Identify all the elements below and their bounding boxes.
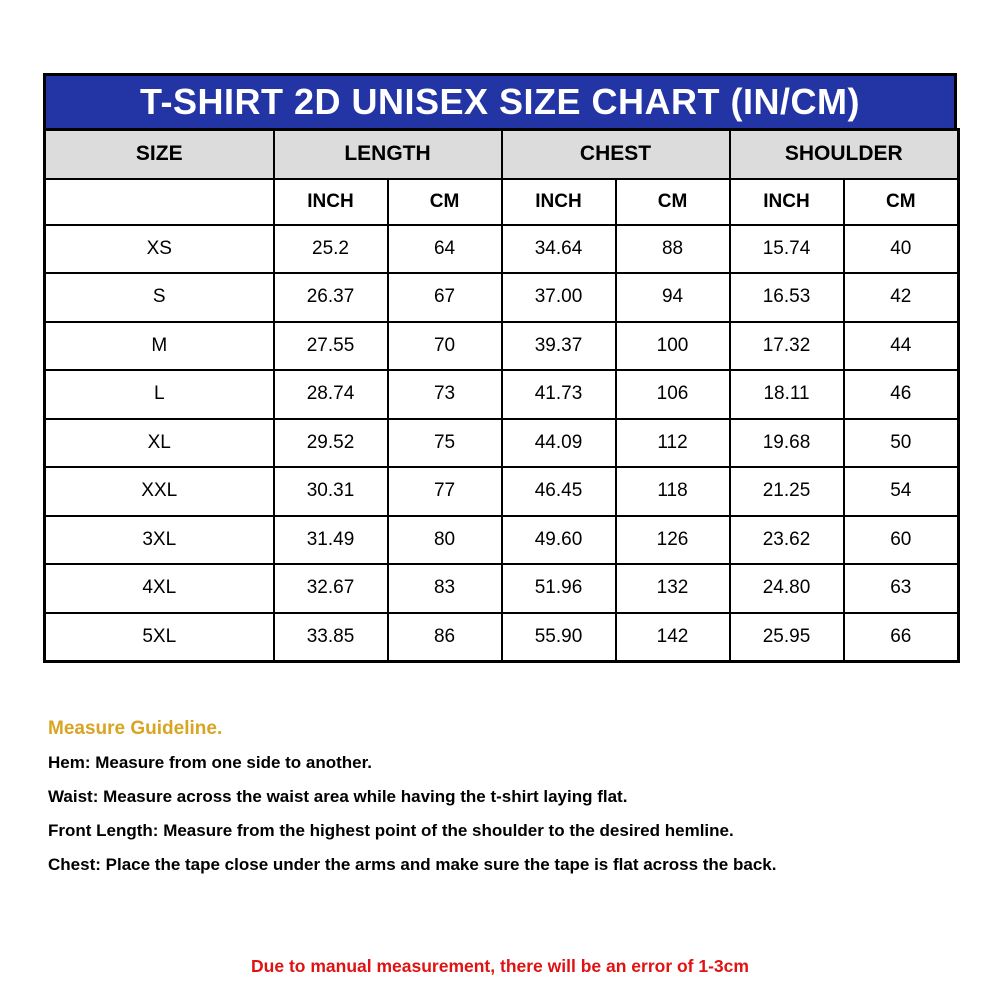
size-cell: XXL: [45, 467, 274, 516]
value-cell: 30.31: [274, 467, 388, 516]
unit-header-row: [45, 179, 959, 225]
value-cell: 67: [388, 273, 502, 322]
size-chart-table: [43, 128, 960, 663]
value-cell: 86: [388, 613, 502, 662]
table-row: [45, 564, 959, 613]
value-cell: 31.49: [274, 516, 388, 565]
value-cell: 77: [388, 467, 502, 516]
value-cell: 46: [844, 370, 959, 419]
value-cell: 24.80: [730, 564, 844, 613]
table-row: [45, 467, 959, 516]
value-cell: 54: [844, 467, 959, 516]
value-cell: 21.25: [730, 467, 844, 516]
size-cell: M: [45, 322, 274, 371]
size-cell: L: [45, 370, 274, 419]
value-cell: 100: [616, 322, 730, 371]
value-cell: 29.52: [274, 419, 388, 468]
guideline-label: Chest:: [48, 855, 101, 874]
table-row: [45, 516, 959, 565]
value-cell: 19.68: [730, 419, 844, 468]
guideline-item: [48, 753, 958, 773]
page-title: T-SHIRT 2D UNISEX SIZE CHART (IN/CM): [139, 81, 861, 122]
value-cell: 34.64: [502, 225, 616, 274]
table-row: [45, 322, 959, 371]
value-cell: 32.67: [274, 564, 388, 613]
value-cell: 44.09: [502, 419, 616, 468]
value-cell: 42: [844, 273, 959, 322]
measure-guidelines-section: [48, 718, 958, 889]
guidelines-heading: Measure Guideline.: [48, 718, 223, 739]
guideline-text: Measure from one side to another.: [90, 753, 373, 772]
guidelines-list: [48, 753, 958, 875]
value-cell: 51.96: [502, 564, 616, 613]
value-cell: 25.2: [274, 225, 388, 274]
value-cell: 40: [844, 225, 959, 274]
value-cell: 17.32: [730, 322, 844, 371]
value-cell: 44: [844, 322, 959, 371]
value-cell: 80: [388, 516, 502, 565]
group-header-row: [45, 130, 959, 179]
value-cell: 39.37: [502, 322, 616, 371]
measurement-error-note: Due to manual measurement, there will be an error of 1-3cm: [251, 956, 749, 976]
table-row: [45, 225, 959, 274]
column-header-shoulder: SHOULDER: [730, 130, 959, 179]
value-cell: 18.11: [730, 370, 844, 419]
guideline-text: Measure across the waist area while having the t-shirt laying flat.: [98, 787, 628, 806]
value-cell: 41.73: [502, 370, 616, 419]
value-cell: 33.85: [274, 613, 388, 662]
unit-header-shoulder-inch: INCH: [730, 179, 844, 225]
value-cell: 50: [844, 419, 959, 468]
value-cell: 112: [616, 419, 730, 468]
guideline-text: Measure from the highest point of the shoulder to the desired hemline.: [158, 821, 734, 840]
value-cell: 15.74: [730, 225, 844, 274]
value-cell: 55.90: [502, 613, 616, 662]
chart-title-banner: [43, 73, 957, 128]
size-cell: S: [45, 273, 274, 322]
value-cell: 66: [844, 613, 959, 662]
value-cell: 73: [388, 370, 502, 419]
unit-header-length-cm: CM: [388, 179, 502, 225]
table-row: [45, 370, 959, 419]
value-cell: 60: [844, 516, 959, 565]
value-cell: 83: [388, 564, 502, 613]
value-cell: 142: [616, 613, 730, 662]
size-cell: XL: [45, 419, 274, 468]
size-cell: XS: [45, 225, 274, 274]
size-cell: 5XL: [45, 613, 274, 662]
column-header-length: LENGTH: [274, 130, 502, 179]
value-cell: 25.95: [730, 613, 844, 662]
value-cell: 49.60: [502, 516, 616, 565]
value-cell: 16.53: [730, 273, 844, 322]
guideline-item: [48, 821, 958, 841]
value-cell: 46.45: [502, 467, 616, 516]
value-cell: 94: [616, 273, 730, 322]
value-cell: 64: [388, 225, 502, 274]
guideline-item: [48, 787, 958, 807]
value-cell: 63: [844, 564, 959, 613]
value-cell: 37.00: [502, 273, 616, 322]
value-cell: 88: [616, 225, 730, 274]
table-row: [45, 613, 959, 662]
value-cell: 75: [388, 419, 502, 468]
value-cell: 118: [616, 467, 730, 516]
value-cell: 70: [388, 322, 502, 371]
table-row: [45, 273, 959, 322]
size-chart-header: [45, 130, 959, 225]
column-header-size: SIZE: [45, 130, 274, 179]
corner-empty-cell: [45, 179, 274, 225]
value-cell: 23.62: [730, 516, 844, 565]
value-cell: 27.55: [274, 322, 388, 371]
unit-header-chest-inch: INCH: [502, 179, 616, 225]
table-row: [45, 419, 959, 468]
value-cell: 106: [616, 370, 730, 419]
value-cell: 26.37: [274, 273, 388, 322]
guideline-text: Place the tape close under the arms and make sure the tape is flat across the back.: [100, 855, 777, 874]
column-header-chest: CHEST: [502, 130, 730, 179]
unit-header-length-inch: INCH: [274, 179, 388, 225]
guideline-label: Hem:: [48, 753, 91, 772]
unit-header-chest-cm: CM: [616, 179, 730, 225]
unit-header-shoulder-cm: CM: [844, 179, 959, 225]
value-cell: 28.74: [274, 370, 388, 419]
size-table-body: [45, 225, 959, 662]
guideline-item: [48, 855, 958, 875]
size-cell: 3XL: [45, 516, 274, 565]
guideline-label: Front Length:: [48, 821, 159, 840]
value-cell: 132: [616, 564, 730, 613]
guideline-label: Waist:: [48, 787, 99, 806]
size-cell: 4XL: [45, 564, 274, 613]
value-cell: 126: [616, 516, 730, 565]
